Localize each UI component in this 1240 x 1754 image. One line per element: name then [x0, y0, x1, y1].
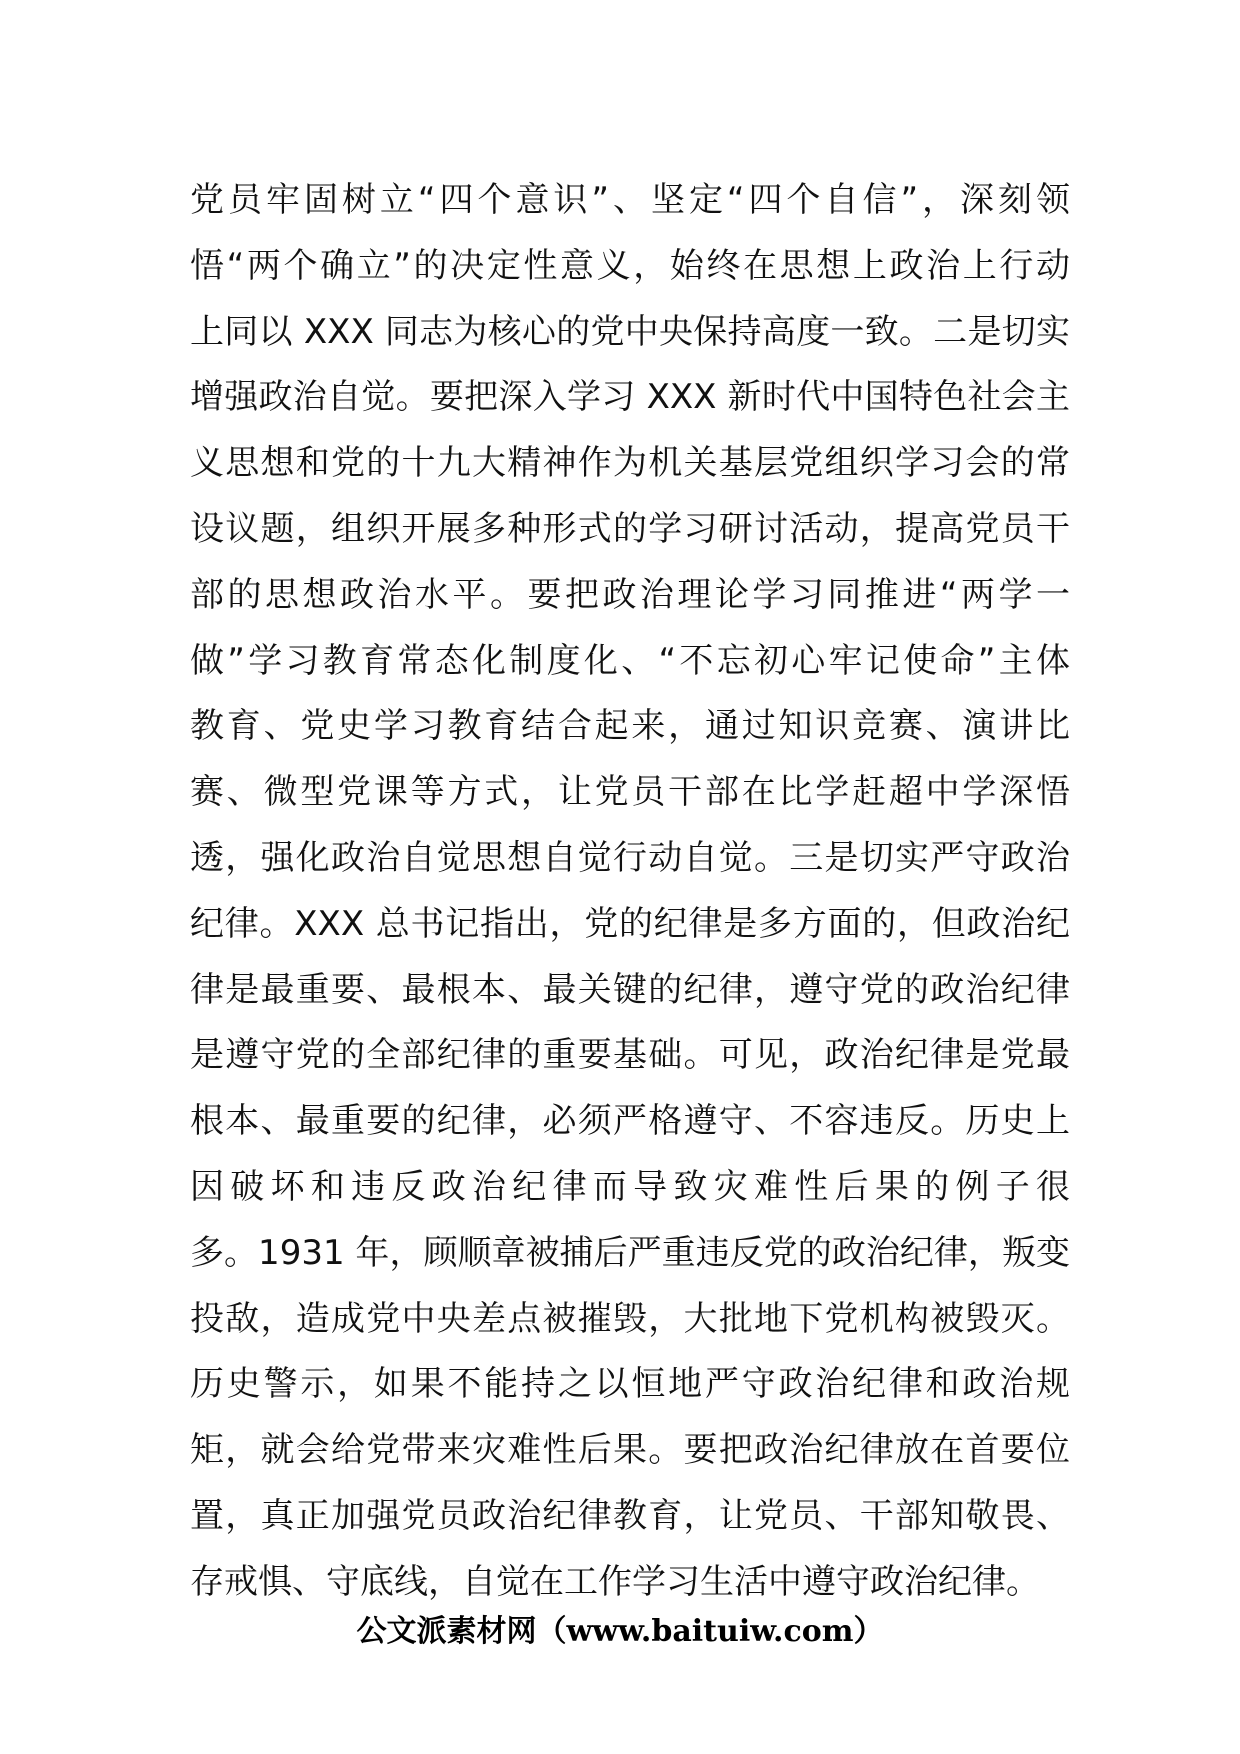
text-line: 透，强化政治自觉思想自觉行动自觉。三是切实严守政治	[190, 837, 1070, 878]
text-line: 根本、最重要的纪律，必须严格遵守、不容违反。历史上	[190, 1101, 1070, 1142]
text-line: 是遵守党的全部纪律的重要基础。可见，政治纪律是党最	[190, 1035, 1070, 1076]
text-line: 增强政治自觉。要把深入学习 XXX 新时代中国特色社会主	[190, 377, 1070, 418]
body-paragraph	[190, 168, 1070, 1616]
text-line: 义思想和党的十九大精神作为机关基层党组织学习会的常	[190, 443, 1070, 484]
text-line: 部的思想政治水平。要把政治理论学习同推进“两学一	[190, 574, 1070, 615]
text-line: 教育、党史学习教育结合起来，通过知识竞赛、演讲比	[190, 706, 1070, 747]
text-line: 上同以 XXX 同志为核心的党中央保持高度一致。二是切实	[190, 311, 1070, 352]
text-line: 矩，就会给党带来灾难性后果。要把政治纪律放在首要位	[190, 1430, 1070, 1471]
text-line: 党员牢固树立“四个意识”、坚定“四个自信”，深刻领	[190, 180, 1070, 220]
text-line: 历史警示，如果不能持之以恒地严守政治纪律和政治规	[190, 1364, 1070, 1405]
text-line: 多。1931 年，顾顺章被捕后严重违反党的政治纪律，叛变	[190, 1232, 1070, 1273]
text-line: 悟“两个确立”的决定性意义，始终在思想上政治上行动	[190, 245, 1070, 286]
text-line: 因破坏和违反政治纪律而导致灾难性后果的例子很	[190, 1166, 1070, 1207]
text-line: 律是最重要、最根本、最关键的纪律，遵守党的政治纪律	[190, 969, 1070, 1010]
text-line: 存戒惧、守底线，自觉在工作学习生活中遵守政治纪律。	[190, 1561, 1040, 1602]
text-line: 投敌，造成党中央差点被摧毁，大批地下党机构被毁灭。	[190, 1298, 1070, 1339]
text-line: 设议题，组织开展多种形式的学习研讨活动，提高党员干	[190, 508, 1070, 549]
text-line: 纪律。XXX 总书记指出，党的纪律是多方面的，但政治纪	[190, 903, 1070, 944]
text-line: 赛、微型党课等方式，让党员干部在比学赶超中学深悟	[190, 772, 1070, 813]
footer-watermark: 公文派素材网（www.baituiw.com）	[356, 1614, 884, 1649]
text-line: 置，真正加强党员政治纪律教育，让党员、干部知敬畏、	[190, 1495, 1070, 1536]
text-line: 做”学习教育常态化制度化、“不忘初心牢记使命”主体	[190, 640, 1070, 681]
